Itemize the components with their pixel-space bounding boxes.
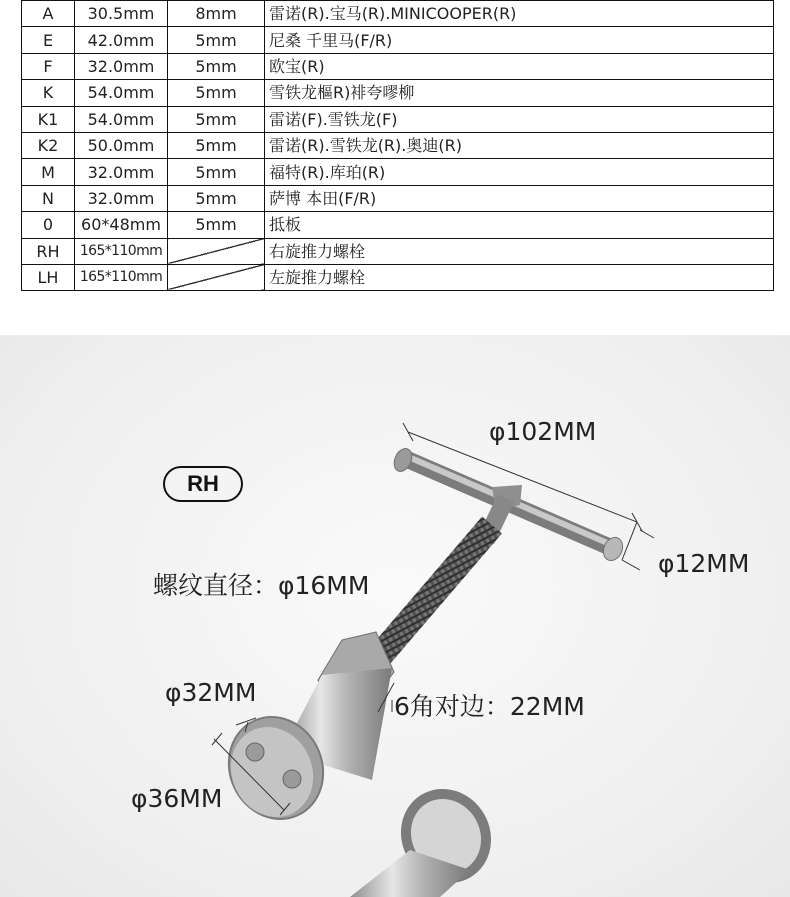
hex-size-label: 6角对边：22MM (394, 692, 585, 721)
code-cell: M (22, 159, 75, 185)
spec-table (21, 0, 774, 291)
code-cell: RH (22, 238, 75, 264)
second-bolt-partial (350, 772, 508, 897)
code-cell: K (22, 80, 75, 106)
code-cell: E (22, 27, 75, 53)
code-cell: K2 (22, 132, 75, 158)
models-cell: 萨博 本田(F/R) (265, 185, 774, 211)
table-row (22, 238, 774, 264)
handle-length-label: φ102MM (489, 417, 597, 446)
thickness-cell: 8mm (168, 1, 265, 27)
models-cell: 雷诺(R).雪铁龙(R).奥迪(R) (265, 132, 774, 158)
code-cell: A (22, 1, 75, 27)
code-cell: LH (22, 264, 75, 290)
table-row (22, 185, 774, 211)
threaded-shaft (372, 525, 492, 665)
diameter-cell: 30.5mm (75, 1, 168, 27)
thickness-cell: 5mm (168, 106, 265, 132)
handle-diameter-label: φ12MM (658, 549, 750, 578)
diameter-cell: 60*48mm (75, 212, 168, 238)
diameter-cell: 32.0mm (75, 159, 168, 185)
code-cell: 0 (22, 212, 75, 238)
code-cell: K1 (22, 106, 75, 132)
t-handle (391, 446, 626, 564)
thickness-cell: 5mm (168, 185, 265, 211)
spec-table-panel (0, 0, 790, 335)
models-cell: 欧宝(R) (265, 53, 774, 79)
thickness-cell: 5mm (168, 159, 265, 185)
models-cell: 右旋推力螺栓 (265, 238, 774, 264)
bolt-body (212, 632, 394, 835)
diameter-cell: 32.0mm (75, 53, 168, 79)
diameter-cell: 165*110mm (75, 264, 168, 290)
table-row (22, 106, 774, 132)
models-cell: 雷诺(F).雪铁龙(F) (265, 106, 774, 132)
thickness-cell: 5mm (168, 53, 265, 79)
rh-badge: RH (163, 466, 243, 502)
code-cell: F (22, 53, 75, 79)
diameter-cell: 165*110mm (75, 238, 168, 264)
table-row (22, 1, 774, 27)
thickness-cell: 5mm (168, 132, 265, 158)
code-cell: N (22, 185, 75, 211)
empty-diagonal-cell (168, 238, 265, 264)
thickness-cell: 5mm (168, 212, 265, 238)
diameter-cell: 50.0mm (75, 132, 168, 158)
empty-diagonal-cell (168, 264, 265, 290)
table-row (22, 27, 774, 53)
diameter-cell: 32.0mm (75, 185, 168, 211)
table-row (22, 53, 774, 79)
models-cell: 雪铁龙樞R)裶夸嘐柳 (265, 80, 774, 106)
table-row (22, 264, 774, 290)
table-row (22, 212, 774, 238)
diameter-cell: 54.0mm (75, 80, 168, 106)
foot-diameter-label: φ36MM (131, 784, 223, 813)
diameter-cell: 42.0mm (75, 27, 168, 53)
models-cell: 尼桑 千里马(F/R) (265, 27, 774, 53)
models-cell: 雷诺(R).宝马(R).MINICOOPER(R) (265, 1, 774, 27)
table-row (22, 80, 774, 106)
table-row (22, 132, 774, 158)
models-cell: 抵板 (265, 212, 774, 238)
table-row (22, 159, 774, 185)
body-diameter-label: φ32MM (165, 678, 257, 707)
diameter-cell: 54.0mm (75, 106, 168, 132)
thickness-cell: 5mm (168, 27, 265, 53)
thrust-bolt-illustration (0, 335, 790, 897)
models-cell: 左旋推力螺栓 (265, 264, 774, 290)
thread-diameter-label: 螺纹直径：φ16MM (153, 571, 370, 600)
thickness-cell: 5mm (168, 80, 265, 106)
models-cell: 福特(R).库珀(R) (265, 159, 774, 185)
